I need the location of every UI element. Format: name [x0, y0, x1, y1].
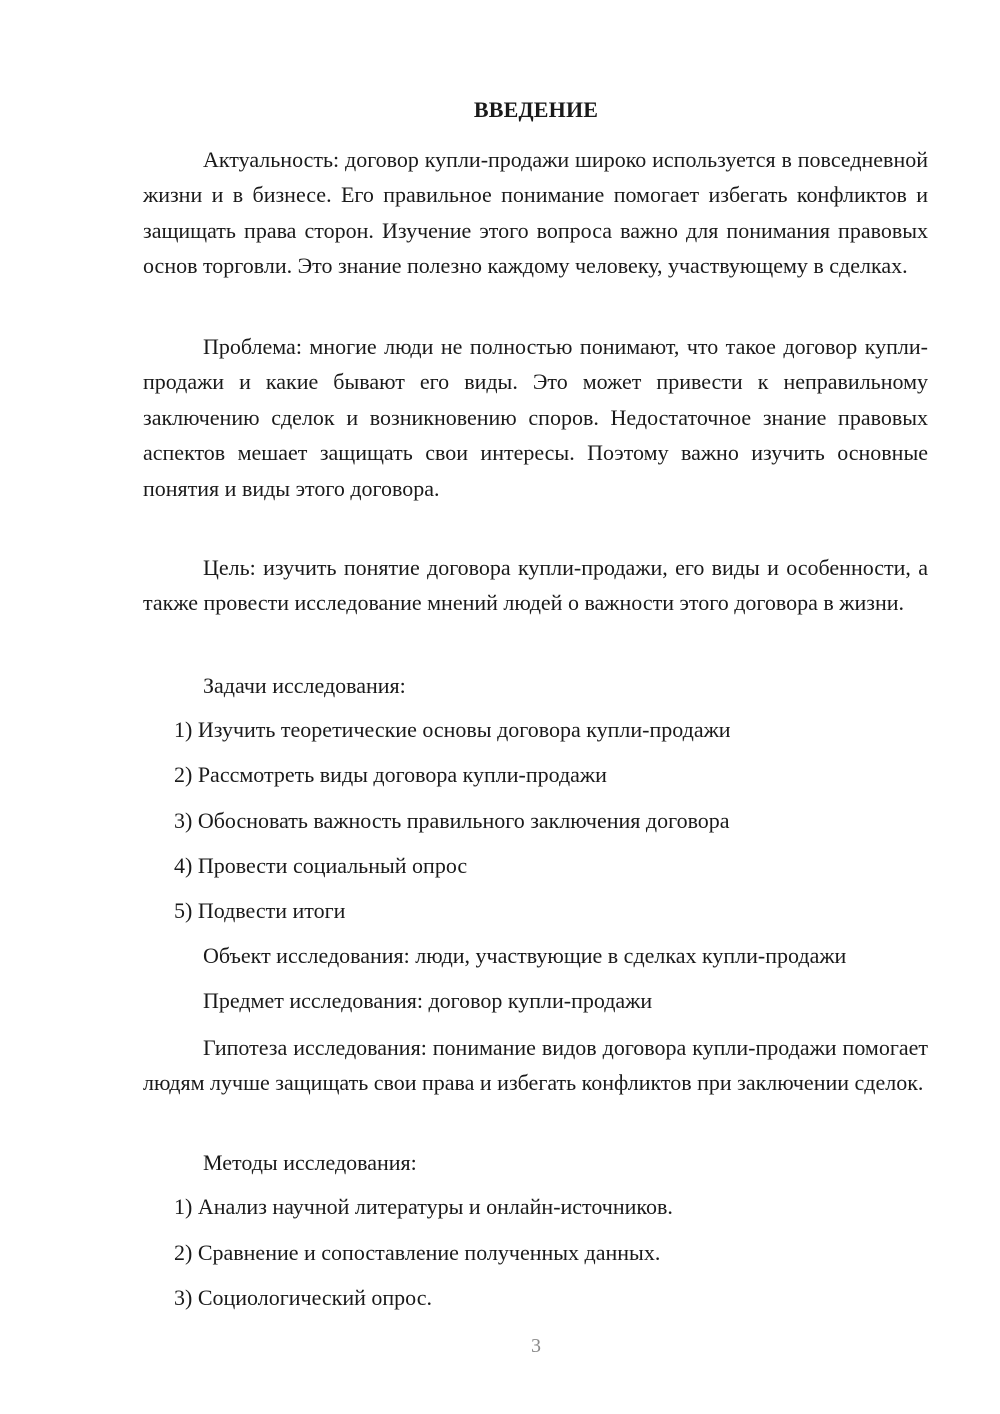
task-item: 4) Провести социальный опрос [174, 853, 468, 878]
task-item: 2) Рассмотреть виды договора купли-продажи [174, 762, 607, 787]
task-item: 3) Обосновать важность правильного заключения договора [174, 808, 730, 833]
page-title: ВВЕДЕНИЕ [473, 97, 599, 122]
method-item: 1) Анализ научной литературы и онлайн-источников. [174, 1194, 673, 1219]
tasks-label: Задачи исследования: [203, 673, 406, 698]
goal-paragraph: Цель: изучить понятие договора купли-продажи, его виды и особенности, а также провести исследование мнений людей о важности этого договора в жизни. [143, 555, 928, 616]
relevance-paragraph: Актуальность: договор купли-продажи широко используется в повседневной жизни и в бизнесе. Его правильное понимание помогает избегать конфликтов и защищать права сторон. Изучение этого вопроса важно для понимания правовых основ торговли. Это знание полезно каждому человеку, участвующему в сделках. [143, 147, 928, 279]
page-number: 3 [531, 1335, 541, 1357]
task-item: 1) Изучить теоретические основы договора купли-продажи [174, 717, 731, 742]
methods-label: Методы исследования: [203, 1150, 417, 1175]
object-line: Объект исследования: люди, участвующие в сделках купли-продажи [203, 943, 847, 968]
hypothesis-paragraph: Гипотеза исследования: понимание видов договора купли-продажи помогает людям лучше защищать свои права и избегать конфликтов при заключении сделок. [143, 1035, 928, 1096]
task-item: 5) Подвести итоги [174, 898, 346, 923]
subject-line: Предмет исследования: договор купли-продажи [203, 988, 653, 1013]
problem-paragraph: Проблема: многие люди не полностью понимают, что такое договор купли-продажи и какие бывают его виды. Это может привести к неправильному заключению сделок и возникновению споров. Недостаточное знание правовых аспектов мешает защищать свои интересы. Поэтому важно изучить основные понятия и виды этого договора. [143, 334, 928, 501]
method-item: 2) Сравнение и сопоставление полученных данных. [174, 1240, 661, 1265]
method-item: 3) Социологический опрос. [174, 1285, 432, 1310]
